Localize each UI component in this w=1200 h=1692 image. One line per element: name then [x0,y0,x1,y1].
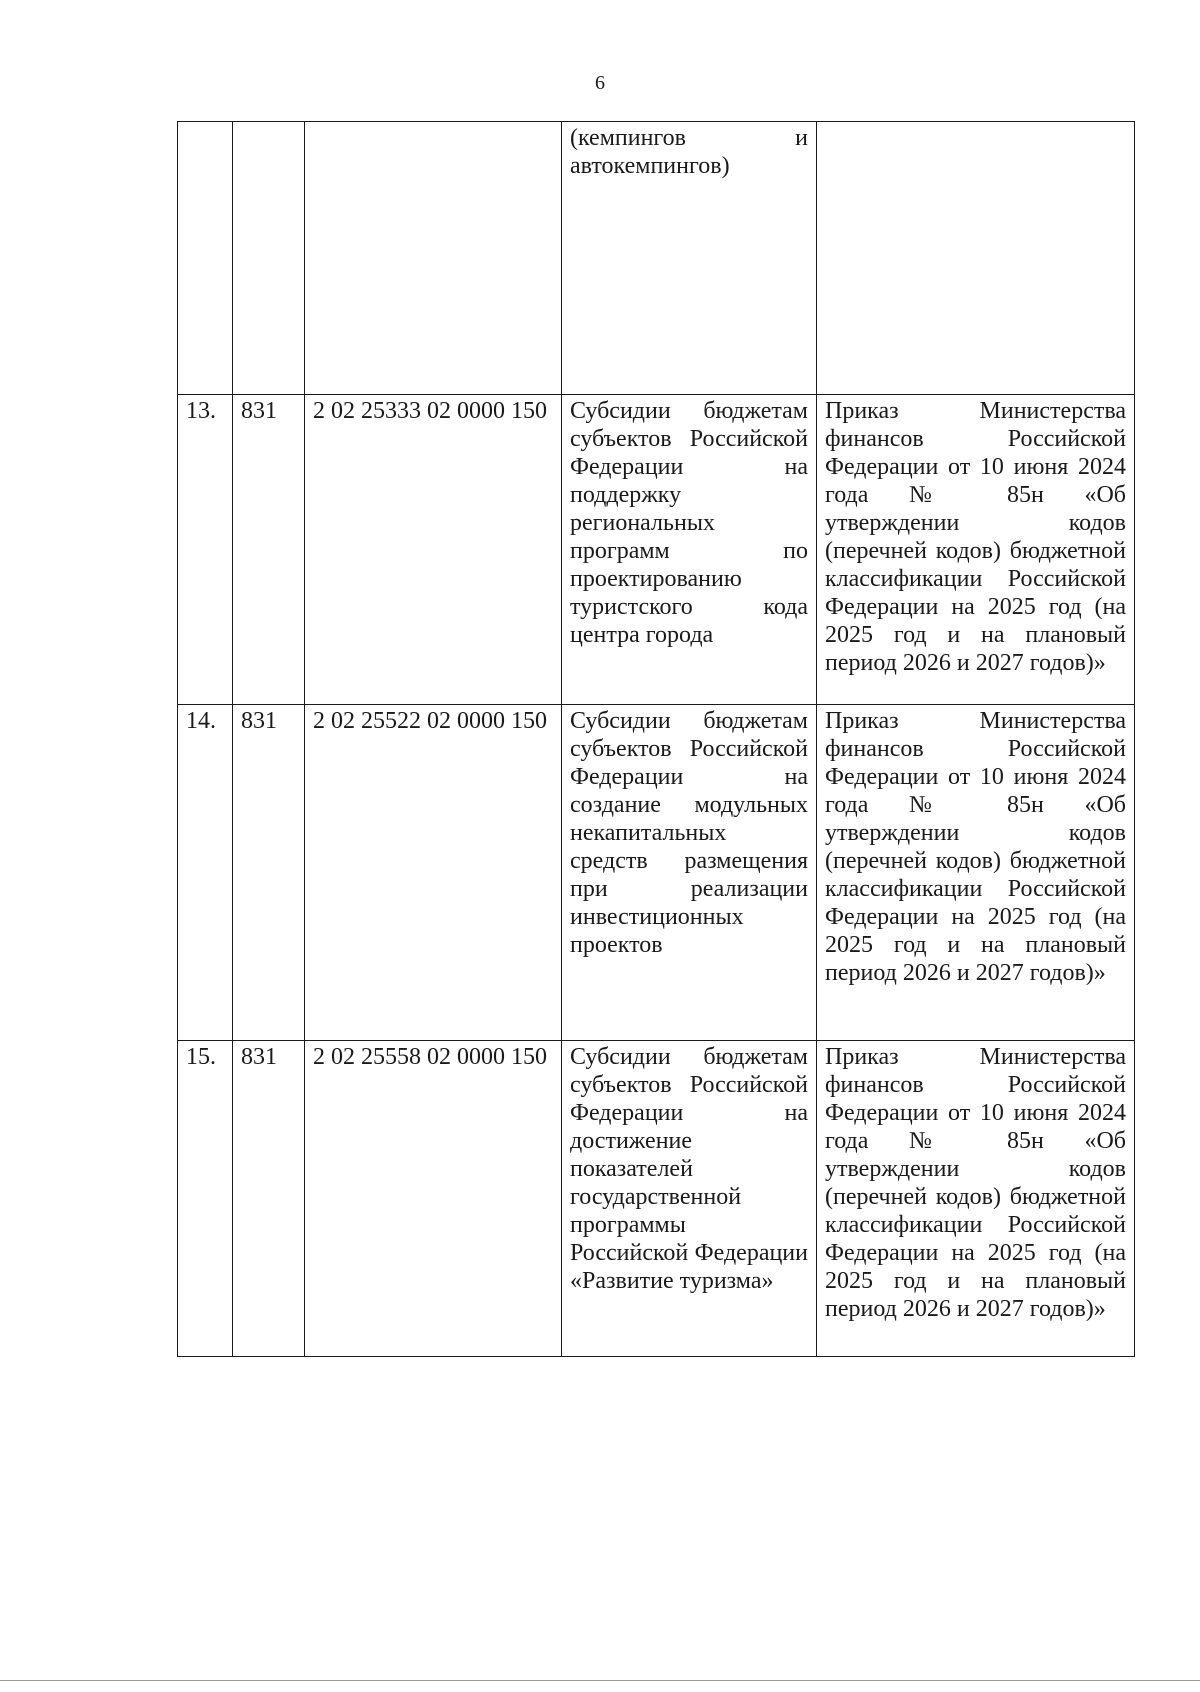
row-number-cell: 14. [178,705,233,1041]
page-number: 6 [595,72,605,94]
income-description-cell: Субсидии бюджетам субъектов Российской Федерации на достижение показателей государственной программы Российской Федерации «Развитие туризма» [562,1041,817,1357]
legal-basis-cell: Приказ Министерства финансов Российской Федерации от 10 июня 2024 года № 85н «Об утверждении кодов (перечней кодов) бюджетной классификации Российской Федерации на 2025 год (на 2025 год и на плановый период 2026 и 2027 годов)» [817,395,1135,705]
administrator-code-cell: 831 [233,1041,305,1357]
administrator-code-cell [233,122,305,395]
legal-basis-cell [817,122,1135,395]
document-table [177,121,1135,1357]
income-description-cell: (кемпингов и автокемпингов) [562,122,817,395]
legal-basis-cell: Приказ Министерства финансов Российской Федерации от 10 июня 2024 года № 85н «Об утверждении кодов (перечней кодов) бюджетной классификации Российской Федерации на 2025 год (на 2025 год и на плановый период 2026 и 2027 годов)» [817,705,1135,1041]
administrator-code-cell: 831 [233,705,305,1041]
footer-divider [0,1680,1200,1681]
row-number-cell [178,122,233,395]
administrator-code-cell: 831 [233,395,305,705]
table-row [178,395,1135,705]
table-row [178,1041,1135,1357]
table-row [178,705,1135,1041]
legal-basis-cell: Приказ Министерства финансов Российской Федерации от 10 июня 2024 года № 85н «Об утверждении кодов (перечней кодов) бюджетной классификации Российской Федерации на 2025 год (на 2025 год и на плановый период 2026 и 2027 годов)» [817,1041,1135,1357]
budget-code-cell: 2 02 25333 02 0000 150 [305,395,562,705]
budget-code-cell [305,122,562,395]
table-row-continuation [178,122,1135,395]
income-description-cell: Субсидии бюджетам субъектов Российской Федерации на создание модульных некапитальных средств размещения при реализации инвестиционных проектов [562,705,817,1041]
budget-code-cell: 2 02 25558 02 0000 150 [305,1041,562,1357]
row-number-cell: 15. [178,1041,233,1357]
income-description-cell: Субсидии бюджетам субъектов Российской Федерации на поддержку региональных программ по проектированию туристского кода центра города [562,395,817,705]
row-number-cell: 13. [178,395,233,705]
budget-code-cell: 2 02 25522 02 0000 150 [305,705,562,1041]
